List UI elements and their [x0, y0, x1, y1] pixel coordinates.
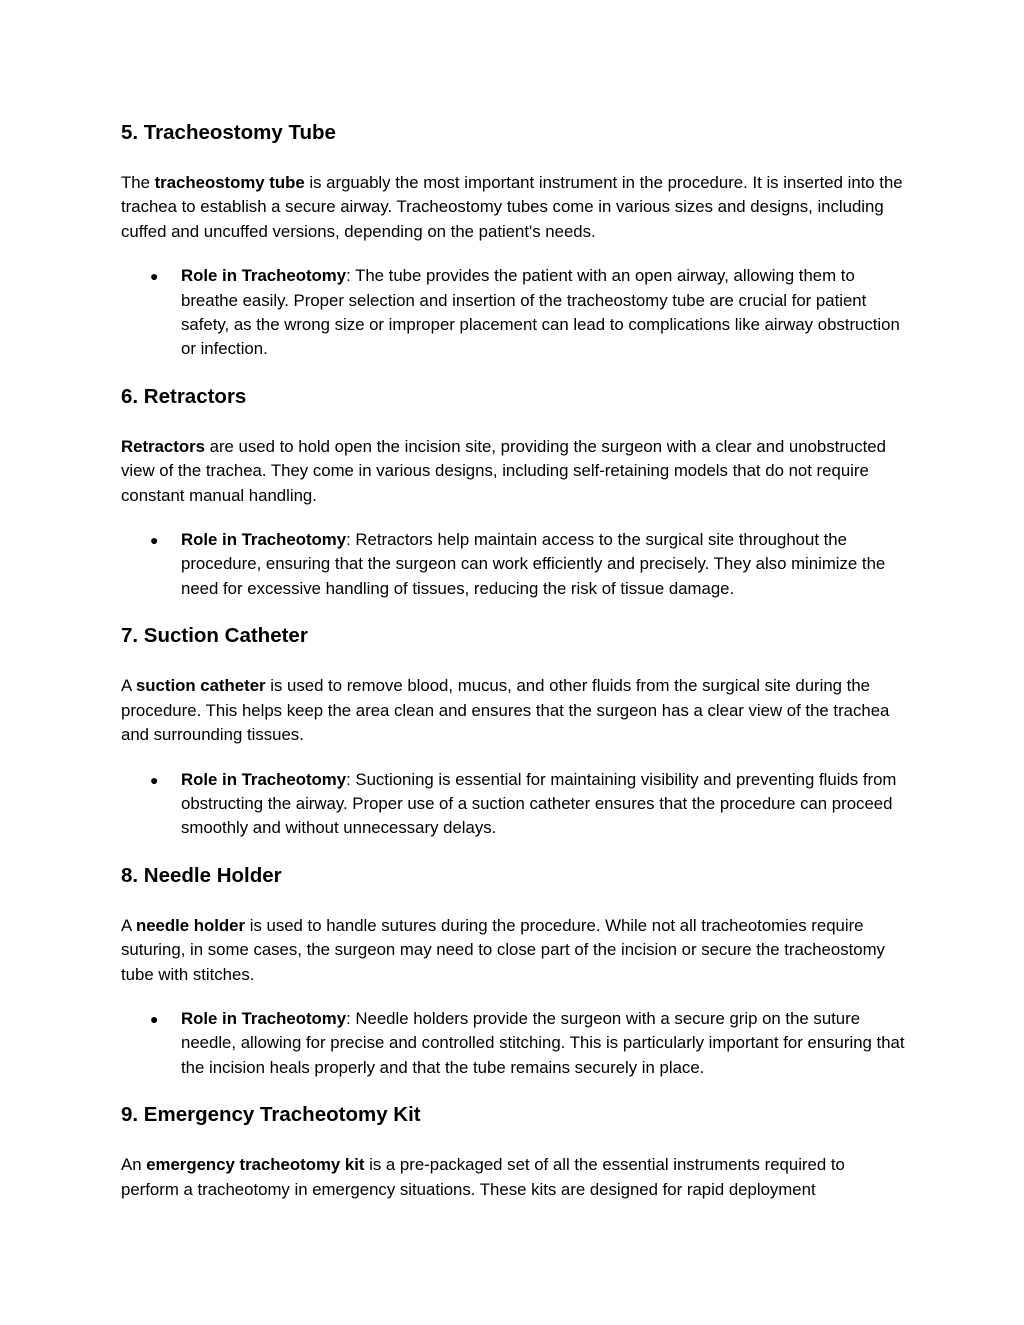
- paragraph-bold-term: emergency tracheotomy kit: [146, 1155, 365, 1175]
- role-list: [121, 528, 906, 601]
- section-retractors: [121, 383, 906, 601]
- list-item: [121, 768, 906, 841]
- paragraph-bold-term: Retractors: [121, 436, 205, 456]
- paragraph-text: is used to remove blood, mucus, and other fluids from the surgical site during the procedure. This helps keep the area clean and ensures that the surgeon has a clear view of the trachea and surrounding tissues.: [121, 676, 890, 745]
- list-item: [121, 528, 906, 601]
- section-paragraph: [121, 914, 906, 987]
- bullet-icon: ●: [150, 1010, 159, 1027]
- bullet-icon: ●: [150, 771, 159, 788]
- role-label: Role in Tracheotomy: [181, 266, 347, 286]
- section-paragraph: [121, 171, 906, 244]
- list-item: [121, 1007, 906, 1080]
- role-text: : Suctioning is essential for maintaining visibility and preventing fluids from obstructing the airway. Proper use of a suction catheter ensures that the procedure can proceed smoothly and without unnecessary delays.: [181, 769, 897, 838]
- role-text: : Retractors help maintain access to the surgical site throughout the procedure, ensuring that the surgeon can work efficiently and precisely. They also minimize the need for excessive handling of tissues, reducing the risk of tissue damage.: [181, 530, 886, 598]
- paragraph-text: is arguably the most important instrument in the procedure. It is inserted into the trachea to establish a secure airway. Tracheostomy tubes come in various sizes and designs, including cuffed and uncuffed versions, depending on the patient's needs.: [121, 173, 903, 241]
- role-label: Role in Tracheotomy: [181, 769, 347, 789]
- section-paragraph: [121, 435, 906, 508]
- paragraph-bold-term: tracheostomy tube: [154, 173, 305, 192]
- role-text: : The tube provides the patient with an open airway, allowing them to breathe easily. Proper selection and insertion of the tracheostomy tube are crucial for patient safety, as the wrong size or improper placement can lead to complications like airway obstruction or infection.: [181, 266, 900, 359]
- paragraph-text: A: [121, 676, 136, 696]
- section-heading: 8. Needle Holder: [121, 863, 282, 887]
- paragraph-text: The: [121, 173, 155, 192]
- section-heading: 5. Tracheostomy Tube: [121, 121, 336, 144]
- role-list: [121, 264, 906, 362]
- paragraph-text: is a pre-packaged set of all the essential instruments required to perform a tracheotomy in emergency situations. These kits are designed for rapid deployment: [121, 1155, 845, 1199]
- bullet-icon: ●: [150, 268, 159, 285]
- role-label: Role in Tracheotomy: [181, 530, 347, 550]
- role-label: Role in Tracheotomy: [181, 1008, 347, 1028]
- role-list: [121, 768, 906, 841]
- paragraph-bold-term: suction catheter: [135, 676, 266, 696]
- paragraph-text: are used to hold open the incision site, providing the surgeon with a clear and unobstructed view of the trachea. They come in various designs, including self-retaining models that do not require constant manual handling.: [121, 436, 886, 505]
- paragraph-text: A: [121, 915, 136, 935]
- section-heading: 7. Suction Catheter: [121, 624, 308, 648]
- section-emergency-kit: [121, 1101, 906, 1202]
- paragraph-bold-term: needle holder: [135, 915, 246, 935]
- document-page: [121, 119, 906, 1222]
- list-item: [121, 264, 906, 362]
- section-heading: 9. Emergency Tracheotomy Kit: [121, 1103, 421, 1127]
- section-needle-holder: [121, 862, 906, 1080]
- section-suction-catheter: [121, 622, 906, 840]
- section-paragraph: [121, 674, 906, 747]
- section-heading: 6. Retractors: [121, 384, 247, 408]
- role-list: [121, 1007, 906, 1080]
- section-tracheostomy-tube: [121, 119, 906, 362]
- role-text: : Needle holders provide the surgeon with a secure grip on the suture needle, allowing for precise and controlled stitching. This is particularly important for ensuring that the incision heals properly and that the tube remains securely in place.: [181, 1008, 905, 1077]
- paragraph-text: An: [121, 1155, 147, 1175]
- paragraph-text: is used to handle sutures during the procedure. While not all tracheotomies require suturing, in some cases, the surgeon may need to close part of the incision or secure the tracheostomy tube with stitches.: [121, 915, 885, 984]
- section-paragraph: [121, 1153, 906, 1202]
- bullet-icon: ●: [150, 532, 159, 549]
